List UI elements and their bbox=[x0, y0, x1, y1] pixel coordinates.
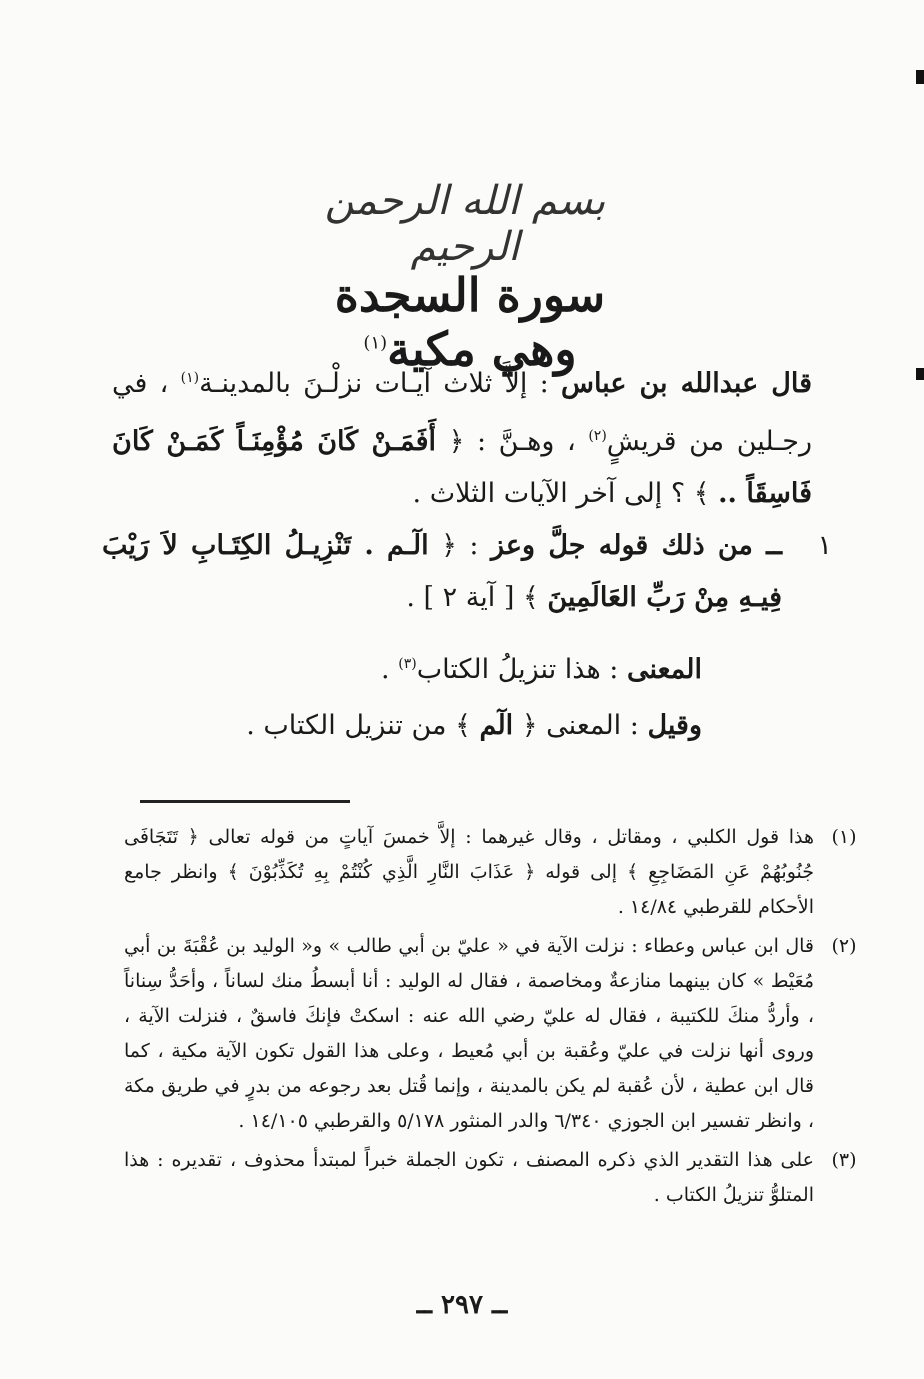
qil-text-a: : المعنى ﴿ bbox=[513, 710, 648, 741]
qil-text-b: ﴾ من تنزيل الكتاب . bbox=[246, 710, 480, 741]
intro-text-b: ، في رجـلين من قريشٍ bbox=[112, 368, 812, 457]
footnote-1 bbox=[124, 820, 857, 925]
verse-1-lead: ــ من ذلك قوله جلَّ وعز bbox=[491, 530, 782, 561]
footnote-number: (٢) bbox=[831, 935, 857, 957]
meaning-text: : هذا تنزيلُ الكتاب bbox=[416, 654, 627, 685]
verse-number: ١ bbox=[817, 530, 832, 561]
intro-ref-a: (١) bbox=[180, 370, 200, 386]
footnote-text: على هذا التقدير الذي ذكره المصنف ، تكون الجملة خبراً لمبتدأ محذوف ، تقديره : هذا المتلوُّ تنزيلُ الكتاب . bbox=[124, 1149, 814, 1206]
qil-line bbox=[182, 700, 702, 752]
meaning-line bbox=[182, 638, 702, 696]
verse-1-text-b: ﴾ [ آية ٢ ] . bbox=[406, 582, 548, 613]
basmala: بسم الله الرحمن الرحيم bbox=[324, 178, 606, 270]
intro-speaker: قال عبدالله بن عباس bbox=[561, 368, 812, 399]
meaning-ref: (٣) bbox=[398, 656, 417, 672]
intro-ref-b: (٢) bbox=[588, 428, 607, 444]
footnote-number: (١) bbox=[831, 826, 857, 848]
page-number: ــ ٢٩٧ ــ bbox=[416, 1290, 508, 1320]
footnote-text: قال ابن عباس وعطاء : نزلت الآية في « عليّ بن أبي طالب » و« الوليد بن عُقْبَةَ بن أبي مُعَيْط » كان بينهما منازعةٌ ومخاصمة ، فقال له الوليد : أنا أبسطُ منك لساناً ، وأحَدُّ سِناناً ، وأردُّ منكَ للكتيبة ، فقال له عليّ رضي الله عنه : اسكتْ فإنكَ فاسقٌ ، فنزلت الآية ، وروى أنها نزلت في عليّ وعُقبة بن أبي مُعيط ، وعلى هذا القول تكون الآية مكية ، كما قال ابن عطية ، لأن عُقبة لم يكن بالمدينة ، وإنما قُتل بعد رجوعه من بدرٍ في طريق مكة ، وانظر تفسير ابن الجوزي ٦/٣٤٠ والدر المنثور ٥/١٧٨ والقرطبي ١٤/١٠٥ . bbox=[124, 935, 814, 1132]
verse-1-text-a: : ﴿ bbox=[428, 530, 491, 561]
edge-mark-top bbox=[916, 70, 924, 84]
footnote-text: هذا قول الكلبي ، ومقاتل ، وقال غيرهما : إلاَّ خمسَ آياتٍ من قوله تعالى ﴿ تَتَجَافَى جُنُوبُهُمْ عَنِ المَضَاجِعِ ﴾ إلى قوله ﴿ عَذَابَ النَّارِ الَّذِي كُنْتُمْ بِهِ تُكَذِّبُوْنَ ﴾ وانظر جامع الأحكام للقرطبي ١٤/٨٤ . bbox=[124, 826, 814, 918]
intro-quote: أَفَمَـنْ كَانَ مُؤْمِنَـاً كَمَـنْ كَانَ فَاسِقَاً .. bbox=[112, 426, 812, 509]
footnote-number: (٣) bbox=[831, 1149, 857, 1171]
meaning-end: . bbox=[381, 654, 399, 685]
footnote-separator bbox=[140, 800, 350, 803]
verse-1-body bbox=[102, 520, 782, 624]
qil-label: وقيل bbox=[647, 710, 702, 741]
surah-title-text: سورة السجدة وهي مكية bbox=[334, 268, 606, 376]
qil-quote: الٓم bbox=[479, 710, 514, 741]
intro-text-a: : إلاَّ ثلاث آيـات نزلْـنَ بالمدينـة bbox=[199, 368, 561, 399]
footnote-2 bbox=[124, 929, 857, 1139]
intro-text-c: ، وهـنَّ : ﴿ bbox=[436, 426, 589, 457]
edge-mark-middle bbox=[916, 368, 924, 380]
footnote-3 bbox=[124, 1143, 857, 1213]
intro-text-d: ﴾ ؟ إلى آخر الآيات الثلاث . bbox=[412, 478, 719, 509]
intro-paragraph bbox=[112, 352, 812, 520]
surah-title-footnote-ref: (١) bbox=[363, 332, 388, 354]
meaning-label: المعنى bbox=[626, 654, 702, 685]
verse-1-quote: الٓـم . تَنْزِيـلُ الكِتَـابِ لاَ رَيْبَ فِيـهِ مِنْ رَبِّ العَالَمِينَ bbox=[102, 530, 782, 613]
footnotes bbox=[124, 820, 857, 1217]
verse-1 bbox=[102, 520, 832, 613]
